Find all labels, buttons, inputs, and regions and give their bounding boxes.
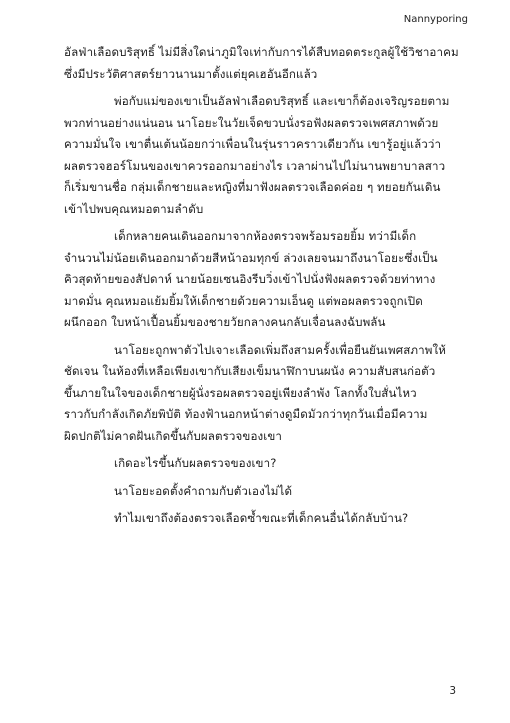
- text-line: นาโอยะอดตั้งคำถามกับตัวเองไม่ได้: [114, 483, 293, 498]
- paragraph-1: [64, 42, 466, 85]
- text-line: ราวกับกำลังเกิดภัยพิบัติ ท้องฟ้านอกหน้าต่างดูมืดมัวกว่าทุกวันเมื่อมีความ: [64, 407, 428, 421]
- paragraph-3: [64, 226, 466, 334]
- text-line: ขึ้นภายในใจของเด็กชายผู้นั่งรอผลตรวจอยู่เพียงลำพัง โลกทั้งใบสั่นไหว: [64, 385, 417, 400]
- text-line: ก็เริ่มขานชื่อ กลุ่มเด็กชายและหญิงที่มาฟังผลตรวจเลือดค่อย ๆ ทยอยกันเดิน: [64, 180, 441, 194]
- body-text: [64, 42, 466, 530]
- paragraph-5: [64, 453, 466, 475]
- text-line: ทำไมเขาถึงต้องตรวจเลือดซ้ำขณะที่เด็กคนอื่นได้กลับบ้าน?: [114, 511, 409, 525]
- text-line: เข้าไปพบคุณหมอตามลำดับ: [64, 201, 204, 216]
- text-line: ความมั่นใจ เขาตื่นเต้นน้อยกว่าเพื่อนในรุ่นราวคราวเดียวกัน เขารู้อยู่แล้วว่า: [64, 137, 442, 151]
- text-line: จำนวนไม่น้อยเดินออกมาด้วยสีหน้าอมทุกข์ ล่วงเลยจนมาถึงนาโอยะซึ่งเป็น: [64, 250, 438, 265]
- text-line: นาโอยะถูกพาตัวไปเจาะเลือดเพิ่มถึงสามครั้งเพื่อยืนยันเพศสภาพให้: [114, 342, 446, 357]
- paragraph-7: [64, 508, 466, 530]
- text-line: คิวสุดท้ายของสัปดาห์ นายน้อยเซนอิงรีบวิ่งเข้าไปนั่งฟังผลตรวจด้วยท่าทาง: [64, 272, 436, 286]
- paragraph-4: [64, 340, 466, 448]
- text-line: ผิดปกติไม่คาดฝันเกิดขึ้นกับผลตรวจของเขา: [64, 428, 282, 443]
- text-line: มาดมั่น คุณหมอแย้มยิ้มให้เด็กชายด้วยความเอ็นดู แต่พอผลตรวจถูกเปิด: [64, 293, 423, 308]
- text-line: พวกท่านอย่างแน่นอน นาโอยะในวัยเจ็ดขวบนั่งรอฟังผลตรวจเพศสภาพด้วย: [64, 115, 439, 130]
- running-header-author: Nannyporing: [403, 14, 468, 25]
- text-line: อัลฟ่าเลือดบริสุทธิ์ ไม่มีสิ่งใดน่าภูมิใจเท่ากับการได้สืบทอดตระกูลผู้ใช้วิชาอาคม: [64, 45, 459, 59]
- paragraph-2: [64, 91, 466, 220]
- text-line: เกิดอะไรขึ้นกับผลตรวจของเขา?: [114, 456, 277, 470]
- paragraph-6: [64, 481, 466, 503]
- text-line: ผลตรวจฮอร์โมนของเขาควรออกมาอย่างไร เวลาผ่านไปไม่นานพยาบาลสาว: [64, 158, 446, 173]
- page-number: 3: [449, 685, 456, 697]
- text-line: ชัดเจน ในห้องที่เหลือเพียงเขากับเสียงเข็มนาฬิกาบนผนัง ความสับสนก่อตัว: [64, 364, 436, 378]
- text-line: พ่อกับแม่ของเขาเป็นอัลฟ่าเลือดบริสุทธิ์ และเขาก็ต้องเจริญรอยตาม: [114, 94, 450, 108]
- text-line: เด็กหลายคนเดินออกมาจากห้องตรวจพร้อมรอยยิ้ม ทว่ามีเด็ก: [114, 229, 417, 243]
- text-line: ผนึกออก ใบหน้าเปื้อนยิ้มของชายวัยกลางคนกลับเจื่อนลงฉับพลัน: [64, 315, 386, 329]
- text-line: ซึ่งมีประวัติศาสตร์ยาวนานมาตั้งแต่ยุคเฮอันอีกแล้ว: [64, 66, 318, 81]
